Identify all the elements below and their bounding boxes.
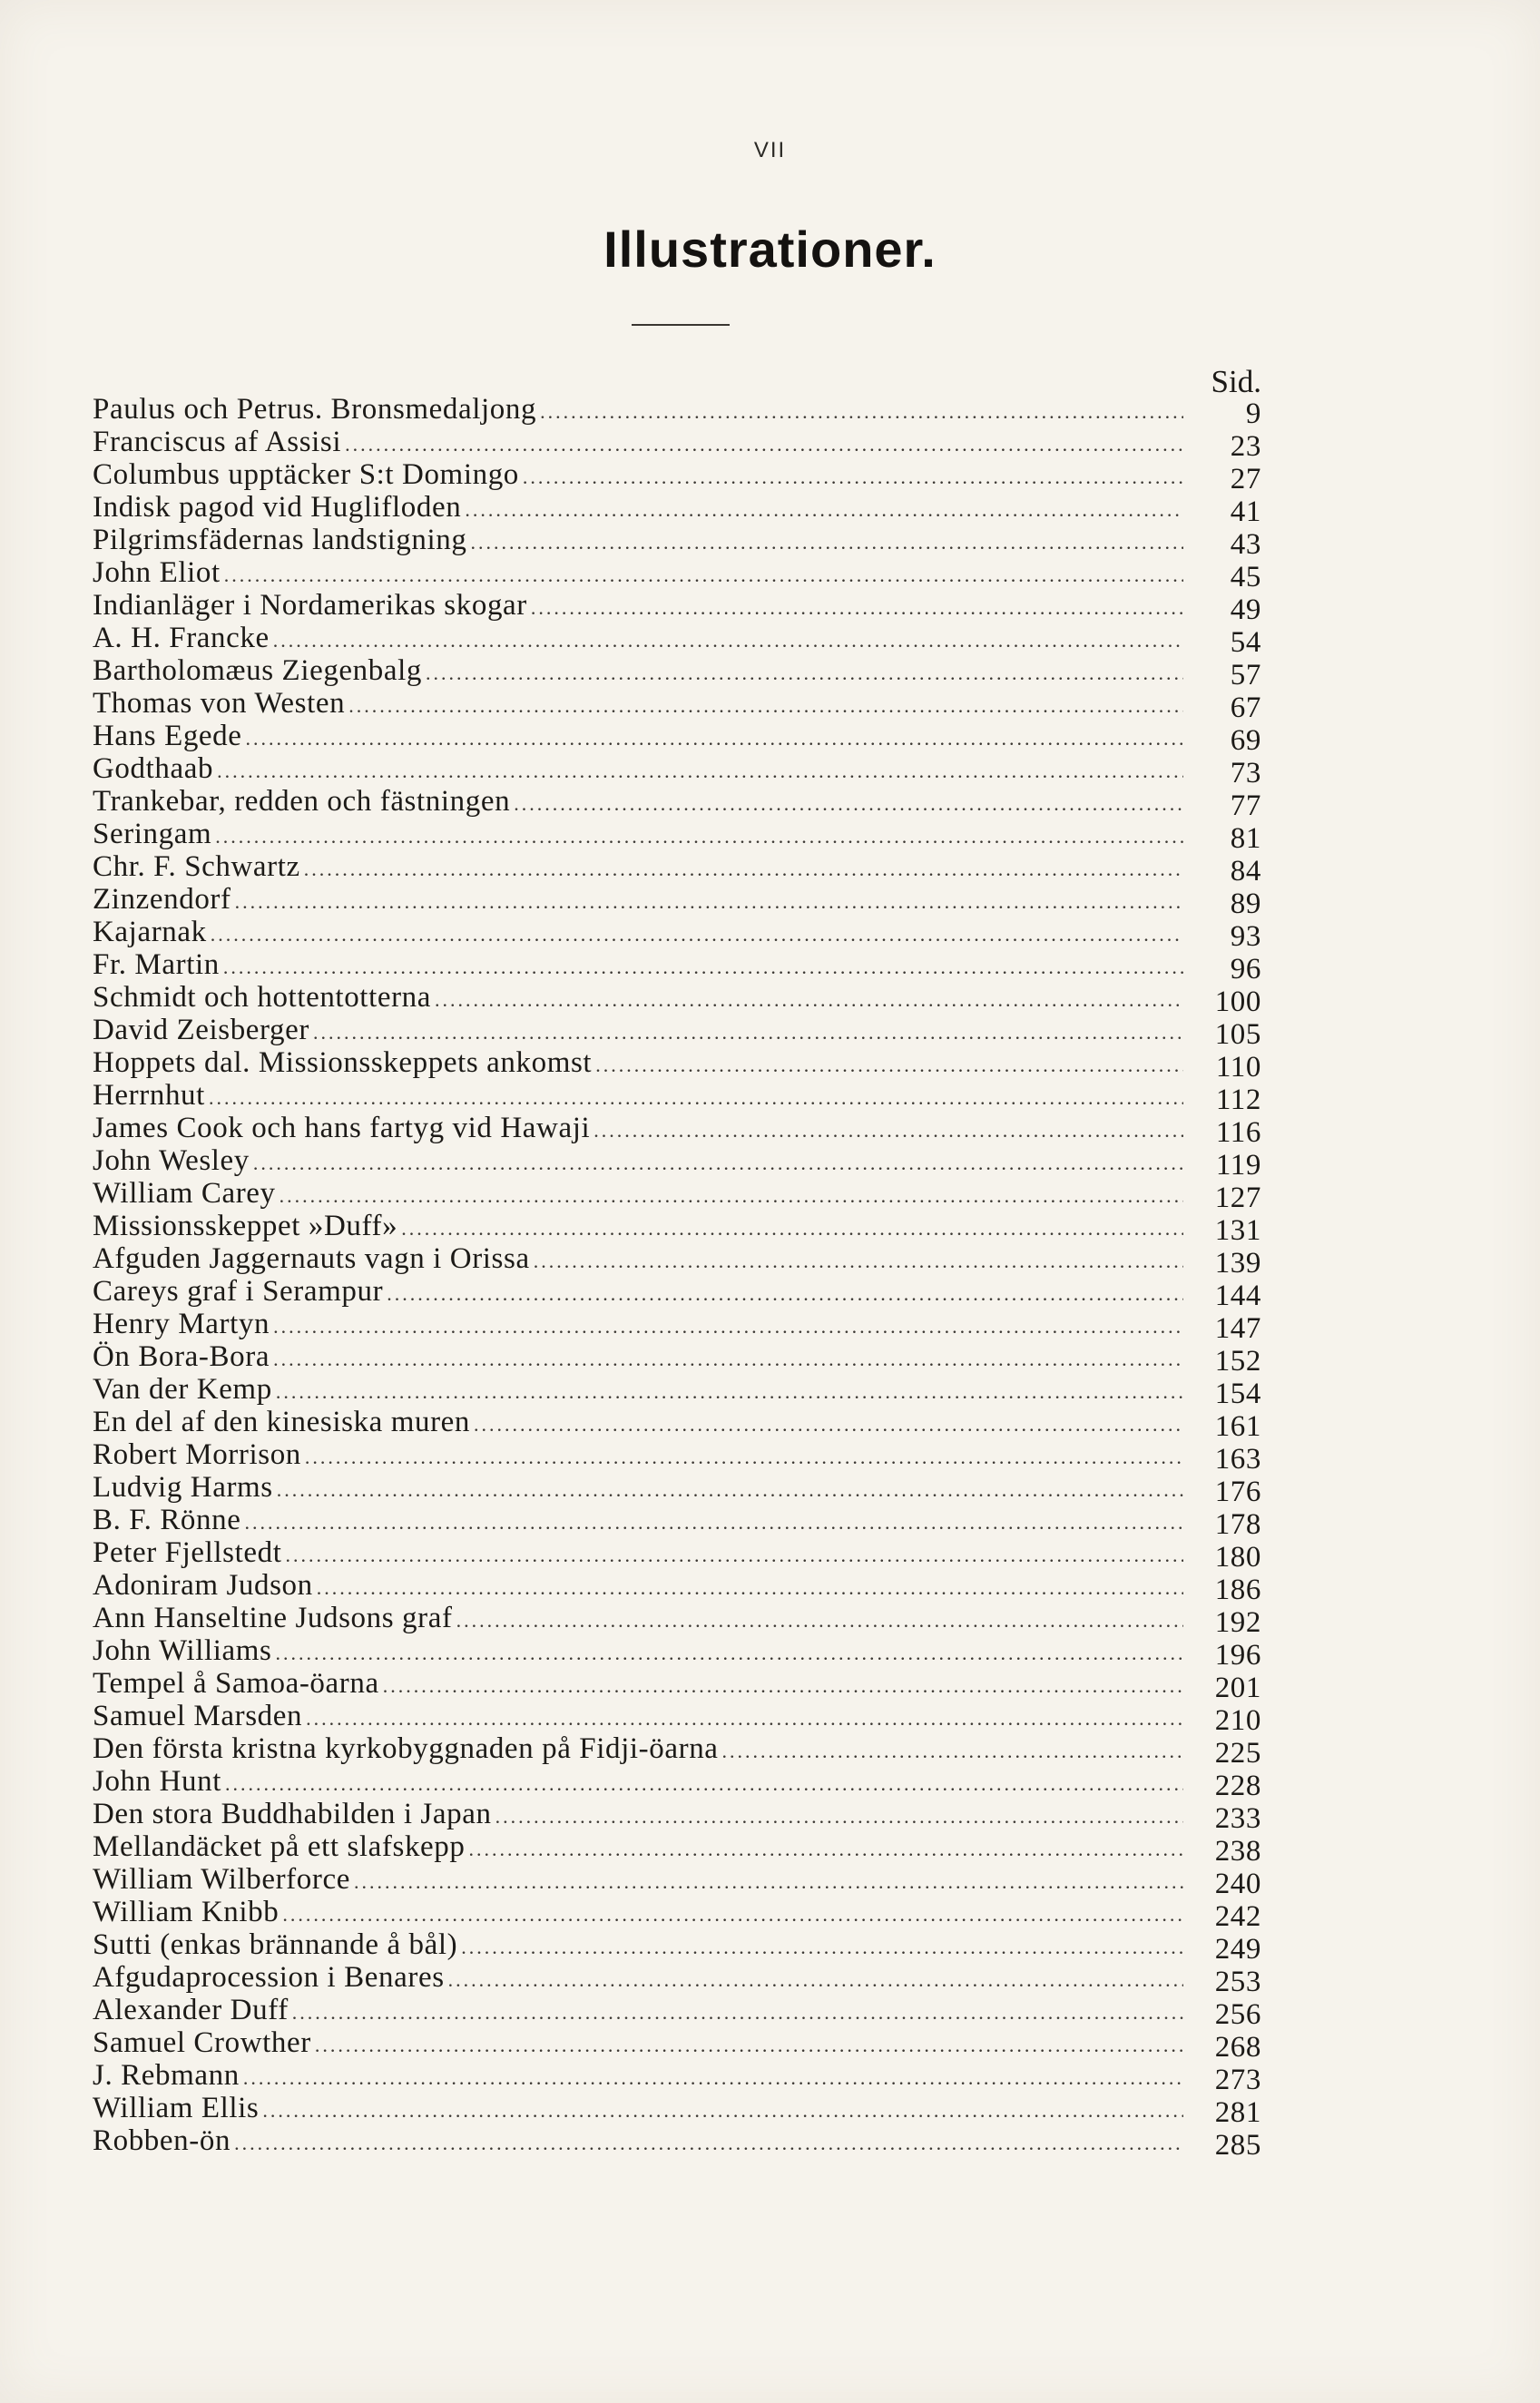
page-reference: 77 <box>1230 790 1261 818</box>
dot-leader <box>262 2094 1183 2124</box>
list-item <box>93 1700 1261 1732</box>
illustration-title: Godthaab <box>93 752 214 785</box>
illustration-title: William Carey <box>93 1177 276 1210</box>
page-reference: 242 <box>1214 1900 1261 1928</box>
illustration-title: Careys graf i Serampur <box>93 1275 384 1308</box>
list-item <box>93 1112 1261 1144</box>
dot-leader <box>273 1310 1183 1340</box>
illustration-title: Ludvig Harms <box>93 1471 273 1504</box>
illustration-title: Adoniram Judson <box>93 1569 313 1602</box>
list-item <box>93 491 1261 524</box>
dot-leader <box>722 1735 1183 1765</box>
list-item <box>93 1896 1261 1928</box>
dot-leader <box>401 1212 1183 1242</box>
list-item <box>93 1308 1261 1340</box>
list-item <box>93 589 1261 622</box>
page-reference: 41 <box>1230 495 1261 524</box>
page-reference: 268 <box>1214 2031 1261 2059</box>
page-reference: 273 <box>1214 2064 1261 2092</box>
list-item <box>93 654 1261 687</box>
illustration-title: En del af den kinesiska muren <box>93 1406 471 1438</box>
dot-leader <box>211 918 1183 948</box>
list-item <box>93 393 1261 426</box>
list-item <box>93 1438 1261 1471</box>
list-item <box>93 2026 1261 2059</box>
list-item <box>93 524 1261 556</box>
list-item <box>93 1732 1261 1765</box>
page-reference: 69 <box>1230 724 1261 752</box>
illustration-title: Bartholomæus Ziegenbalg <box>93 654 422 687</box>
illustration-title: John Hunt <box>93 1765 221 1798</box>
page-reference: 163 <box>1214 1443 1261 1471</box>
page-reference: 93 <box>1230 920 1261 948</box>
illustration-title: Afguden Jaggernauts vagn i Orissa <box>93 1242 530 1275</box>
dot-leader <box>383 1670 1183 1700</box>
page-reference: 110 <box>1215 1051 1261 1079</box>
page-reference: 228 <box>1214 1770 1261 1798</box>
page-number: VII <box>753 138 787 162</box>
page-reference: 147 <box>1214 1312 1261 1340</box>
page-reference: 23 <box>1230 430 1261 458</box>
page-reference: 281 <box>1214 2096 1261 2124</box>
page-reference: 57 <box>1230 659 1261 687</box>
dot-leader <box>235 886 1183 916</box>
dot-leader <box>313 1016 1183 1046</box>
page-reference: 54 <box>1230 626 1261 654</box>
dot-leader <box>345 428 1183 458</box>
dot-leader <box>225 1768 1183 1798</box>
list-item <box>93 1177 1261 1210</box>
dot-leader <box>540 396 1183 426</box>
dot-leader <box>465 494 1183 524</box>
page-reference: 9 <box>1245 397 1261 426</box>
list-item <box>93 1242 1261 1275</box>
page-reference: 178 <box>1214 1508 1261 1536</box>
illustration-title: Hoppets dal. Missionsskeppets ankomst <box>93 1046 593 1079</box>
dot-leader <box>275 1637 1183 1667</box>
dot-leader <box>286 1539 1184 1569</box>
illustration-title: Alexander Duff <box>93 1994 289 2026</box>
dot-leader <box>234 2127 1183 2157</box>
page-reference: 196 <box>1214 1639 1261 1667</box>
dot-leader <box>282 1898 1183 1928</box>
list-item <box>93 948 1261 981</box>
page-reference: 67 <box>1230 691 1261 720</box>
list-item <box>93 720 1261 752</box>
list-item <box>93 687 1261 720</box>
list-item <box>93 850 1261 883</box>
illustration-title: John Eliot <box>93 556 221 589</box>
page-reference: 233 <box>1214 1802 1261 1830</box>
page-reference: 131 <box>1214 1214 1261 1242</box>
page-reference: 116 <box>1215 1116 1261 1144</box>
dot-leader <box>426 657 1183 687</box>
illustration-title: Robben-ön <box>93 2124 231 2157</box>
dot-leader <box>495 1800 1183 1830</box>
illustration-title: Kajarnak <box>93 916 207 948</box>
page-reference: 144 <box>1214 1280 1261 1308</box>
title-divider <box>632 324 730 326</box>
dot-leader <box>317 1572 1183 1602</box>
dot-leader <box>595 1049 1183 1079</box>
illustration-title: Pilgrimsfädernas landstigning <box>93 524 467 556</box>
list-item <box>93 1765 1261 1798</box>
list-item <box>93 1406 1261 1438</box>
list-item <box>93 1569 1261 1602</box>
dot-leader <box>531 592 1183 622</box>
illustration-title: Trankebar, redden och fästningen <box>93 785 511 818</box>
page-reference: 256 <box>1214 1998 1261 2026</box>
list-item <box>93 1961 1261 1994</box>
list-item <box>93 785 1261 818</box>
page-reference: 49 <box>1230 593 1261 622</box>
dot-leader <box>276 1376 1183 1406</box>
page-reference: 192 <box>1214 1606 1261 1634</box>
list-item <box>93 1373 1261 1406</box>
list-item <box>93 1046 1261 1079</box>
illustration-title: Indianläger i Nordamerikas skogar <box>93 589 527 622</box>
dot-leader <box>217 755 1183 785</box>
illustration-title: Paulus och Petrus. Bronsmedaljong <box>93 393 537 426</box>
dot-leader <box>280 1180 1183 1210</box>
dot-leader <box>348 690 1183 720</box>
illustration-title: Robert Morrison <box>93 1438 301 1471</box>
dot-leader <box>523 461 1183 491</box>
illustration-title: Mellandäcket på ett slafskepp <box>93 1830 466 1863</box>
illustration-title: William Knibb <box>93 1896 280 1928</box>
illustration-title: Samuel Crowther <box>93 2026 311 2059</box>
illustration-title: Afgudaprocession i Benares <box>93 1961 445 1994</box>
dot-leader <box>223 951 1183 981</box>
page-reference: 225 <box>1214 1737 1261 1765</box>
illustration-title: Den stora Buddhabilden i Japan <box>93 1798 492 1830</box>
page-reference: 240 <box>1214 1868 1261 1896</box>
illustration-title: Franciscus af Assisi <box>93 426 342 458</box>
illustration-title: Den första kristna kyrkobyggnaden på Fidji-öarna <box>93 1732 719 1765</box>
dot-leader <box>243 2062 1183 2092</box>
dot-leader <box>534 1245 1183 1275</box>
page-reference: 105 <box>1214 1018 1261 1046</box>
page-reference: 73 <box>1230 757 1261 785</box>
dot-leader <box>470 526 1183 556</box>
list-item <box>93 1536 1261 1569</box>
list-item <box>93 752 1261 785</box>
illustration-title: Tempel å Samoa-öarna <box>93 1667 379 1700</box>
list-item <box>93 981 1261 1014</box>
dot-leader <box>387 1278 1183 1308</box>
list-item <box>93 1340 1261 1373</box>
dot-leader <box>215 820 1183 850</box>
illustration-title: David Zeisberger <box>93 1014 309 1046</box>
list-item <box>93 916 1261 948</box>
page-reference: 161 <box>1214 1410 1261 1438</box>
list-item <box>93 426 1261 458</box>
dot-leader <box>253 1147 1183 1177</box>
dot-leader <box>244 1506 1183 1536</box>
list-item <box>93 1994 1261 2026</box>
illustration-title: Zinzendorf <box>93 883 231 916</box>
illustration-title: Sutti (enkas brännande å bål) <box>93 1928 458 1961</box>
dot-leader <box>273 624 1183 654</box>
page-reference: 45 <box>1230 561 1261 589</box>
illustration-title: Missionsskeppet »Duff» <box>93 1210 398 1242</box>
page-reference: 154 <box>1214 1378 1261 1406</box>
list-item <box>93 1667 1261 1700</box>
list-item <box>93 1830 1261 1863</box>
list-item <box>93 556 1261 589</box>
page-reference: 43 <box>1230 528 1261 556</box>
dot-leader <box>456 1604 1183 1634</box>
list-item <box>93 458 1261 491</box>
dot-leader <box>354 1866 1183 1896</box>
page-reference: 112 <box>1215 1084 1261 1112</box>
illustration-title: Fr. Martin <box>93 948 220 981</box>
list-item <box>93 1471 1261 1504</box>
page-reference: 210 <box>1214 1704 1261 1732</box>
dot-leader <box>461 1931 1183 1961</box>
page-reference: 180 <box>1214 1541 1261 1569</box>
illustration-title: Henry Martyn <box>93 1308 270 1340</box>
illustration-title: William Ellis <box>93 2092 260 2124</box>
dot-leader <box>209 1082 1183 1112</box>
illustration-title: Hans Egede <box>93 720 242 752</box>
page-reference: 152 <box>1214 1345 1261 1373</box>
list-item <box>93 818 1261 850</box>
dot-leader <box>469 1833 1184 1863</box>
dot-leader <box>514 788 1183 818</box>
illustration-title: Ann Hanseltine Judsons graf <box>93 1602 453 1634</box>
list-item <box>93 1634 1261 1667</box>
dot-leader <box>273 1343 1183 1373</box>
list-item <box>93 2059 1261 2092</box>
illustration-title: Herrnhut <box>93 1079 205 1112</box>
page-reference: 139 <box>1214 1247 1261 1275</box>
page-reference: 96 <box>1230 953 1261 981</box>
page-reference: 201 <box>1214 1672 1261 1700</box>
page-reference: 89 <box>1230 888 1261 916</box>
page-reference: 238 <box>1214 1835 1261 1863</box>
list-item <box>93 1079 1261 1112</box>
illustration-title: Chr. F. Schwartz <box>93 850 300 883</box>
list-item <box>93 1144 1261 1177</box>
illustration-title: A. H. Francke <box>93 622 270 654</box>
dot-leader <box>292 1996 1183 2026</box>
dot-leader <box>277 1474 1183 1504</box>
illustration-title: William Wilberforce <box>93 1863 350 1896</box>
dot-leader <box>435 984 1183 1014</box>
dot-leader <box>448 1964 1183 1994</box>
list-item <box>93 1863 1261 1896</box>
list-item <box>93 1275 1261 1308</box>
page-reference: 84 <box>1230 855 1261 883</box>
dot-leader <box>593 1114 1183 1144</box>
illustration-title: B. F. Rönne <box>93 1504 241 1536</box>
illustration-title: Ön Bora-Bora <box>93 1340 270 1373</box>
page-reference: 81 <box>1230 822 1261 850</box>
illustration-title: James Cook och hans fartyg vid Hawaji <box>93 1112 591 1144</box>
page-reference: 27 <box>1230 463 1261 491</box>
illustration-title: Thomas von Westen <box>93 687 346 720</box>
page-reference: 285 <box>1214 2129 1261 2157</box>
illustration-title: J. Rebmann <box>93 2059 240 2092</box>
page-reference: 119 <box>1215 1149 1261 1177</box>
page-reference: 253 <box>1214 1966 1261 1994</box>
page-reference: 176 <box>1214 1476 1261 1504</box>
dot-leader <box>306 1702 1183 1732</box>
dot-leader <box>305 1441 1183 1471</box>
illustration-title: Samuel Marsden <box>93 1700 303 1732</box>
list-item <box>93 2092 1261 2124</box>
illustration-title: Schmidt och hottentotterna <box>93 981 432 1014</box>
illustration-title: Peter Fjellstedt <box>93 1536 282 1569</box>
dot-leader <box>304 853 1183 883</box>
page-title: Illustrationer. <box>603 221 937 278</box>
illustration-title: Columbus upptäcker S:t Domingo <box>93 458 519 491</box>
illustration-title: John Wesley <box>93 1144 250 1177</box>
illustration-title: Seringam <box>93 818 212 850</box>
illustration-title: John Williams <box>93 1634 272 1667</box>
page-reference: 186 <box>1214 1574 1261 1602</box>
dot-leader <box>246 722 1183 752</box>
illustration-list <box>93 393 1261 2157</box>
page-reference: 100 <box>1214 986 1261 1014</box>
page-reference: 249 <box>1214 1933 1261 1961</box>
list-item <box>93 1928 1261 1961</box>
dot-leader <box>474 1408 1183 1438</box>
page-column-heading: Sid. <box>1211 364 1261 399</box>
page-reference: 127 <box>1214 1182 1261 1210</box>
list-item <box>93 883 1261 916</box>
dot-leader <box>315 2029 1183 2059</box>
list-item <box>93 2124 1261 2157</box>
dot-leader <box>224 559 1183 589</box>
illustration-title: Van der Kemp <box>93 1373 272 1406</box>
list-item <box>93 1210 1261 1242</box>
list-item <box>93 1798 1261 1830</box>
list-item <box>93 622 1261 654</box>
list-item <box>93 1602 1261 1634</box>
list-item <box>93 1014 1261 1046</box>
list-item <box>93 1504 1261 1536</box>
illustration-title: Indisk pagod vid Huglifloden <box>93 491 462 524</box>
